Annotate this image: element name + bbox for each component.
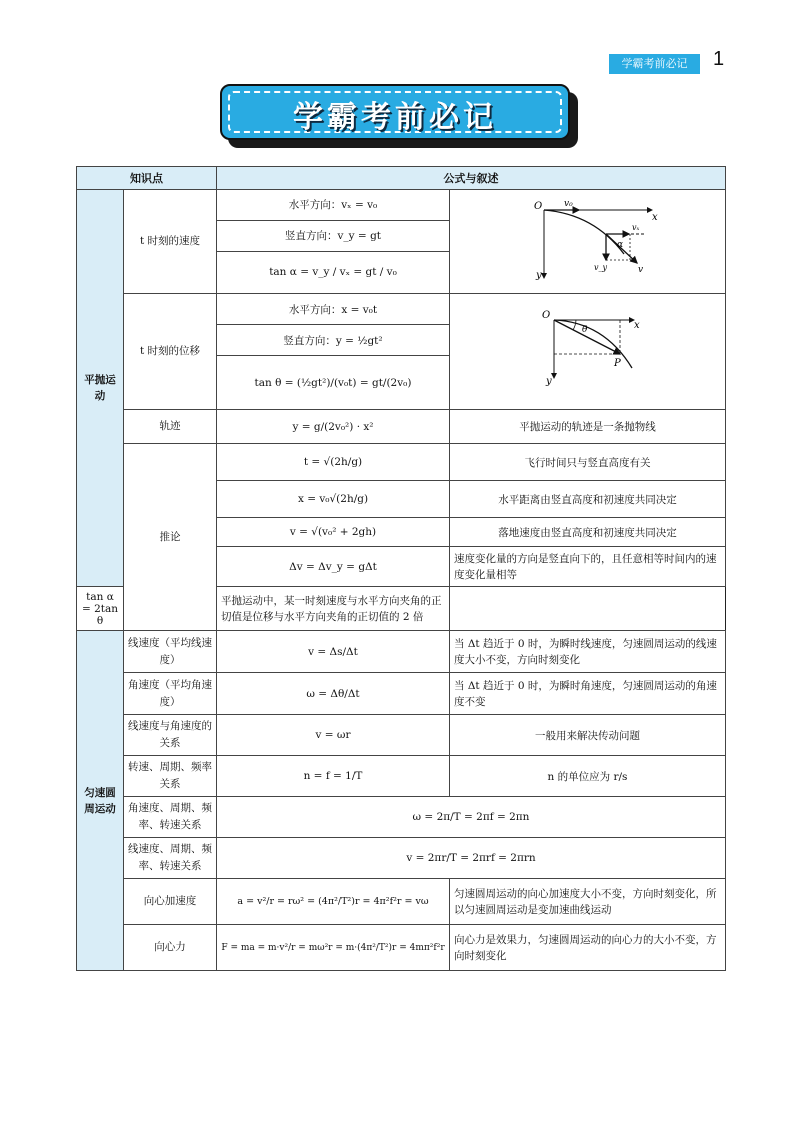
table-row <box>77 410 726 444</box>
label-angular-velocity: 角速度（平均角速度） <box>124 673 217 715</box>
formula-v-relation: v = 2πr/T = 2πrf = 2πrn <box>217 838 726 879</box>
fig1-label-alpha: α <box>617 240 624 250</box>
desc-trajectory: 平抛运动的轨迹是一条抛物线 <box>450 410 726 444</box>
desc-inference-2: 水平距离由竖直高度和初速度共同决定 <box>450 481 726 518</box>
category-circular: 匀速圆周运动 <box>77 631 124 971</box>
desc-inference-4: 速度变化量的方向是竖直向下的，且任意相等时间内的速度变化量相等 <box>450 547 726 587</box>
label-n-f-T: 转速、周期、频率关系 <box>124 756 217 797</box>
label-trajectory: 轨迹 <box>124 410 217 444</box>
label-centripetal-force: 向心力 <box>124 925 217 971</box>
table-row <box>77 838 726 879</box>
fig1-label-O: O <box>534 201 543 212</box>
header-tag: 学霸考前必记 <box>609 54 700 74</box>
table-row <box>77 797 726 838</box>
label-v-relation: 线速度、周期、频率、转速关系 <box>124 838 217 879</box>
fig2-label-O: O <box>542 310 551 321</box>
label-centripetal-accel: 向心加速度 <box>124 879 217 925</box>
page-number: 1 <box>713 48 725 70</box>
label-inference: 推论 <box>124 444 217 631</box>
desc-angular-velocity: 当 Δt 趋近于 0 时，为瞬时角速度，匀速圆周运动的角速度不变 <box>450 673 726 715</box>
formula-inference-3: v = √(v₀² + 2gh) <box>217 518 450 547</box>
label-velocity: t 时刻的速度 <box>124 190 217 294</box>
formula-x: 水平方向：x = v₀t <box>217 294 450 325</box>
table-row <box>77 756 726 797</box>
table-row <box>77 673 726 715</box>
table-row <box>77 190 726 221</box>
header-formula: 公式与叙述 <box>217 167 726 190</box>
fig2-label-y: y <box>546 376 552 387</box>
formula-vy: 竖直方向：v_y = gt <box>217 220 450 251</box>
formula-angular-velocity: ω = Δθ/Δt <box>217 673 450 715</box>
table-header-row <box>77 167 726 190</box>
fig1-label-y: y <box>536 270 542 281</box>
displacement-diagram <box>454 296 730 404</box>
label-omega-relation: 角速度、周期、频率、转速关系 <box>124 797 217 838</box>
header-knowledge: 知识点 <box>77 167 217 190</box>
formula-inference-5: tan α = 2tan θ <box>77 587 124 631</box>
formula-trajectory: y = g/(2v₀²) · x² <box>217 410 450 444</box>
table-row <box>77 925 726 971</box>
table-row <box>77 444 726 481</box>
desc-inference-3: 落地速度由竖直高度和初速度共同决定 <box>450 518 726 547</box>
formula-v-omega-relation: v = ωr <box>217 715 450 756</box>
formula-tan-alpha: tan α = v_y / vₓ = gt / v₀ <box>217 251 450 293</box>
formula-inference-4: Δv = Δv_y = gΔt <box>217 547 450 587</box>
fig1-label-vy: v_y <box>594 263 608 272</box>
fig2-label-x: x <box>634 320 640 331</box>
formula-n-f-T: n = f = 1/T <box>217 756 450 797</box>
table-row <box>77 879 726 925</box>
category-projectile: 平抛运动 <box>77 190 124 587</box>
title-banner <box>220 84 570 140</box>
desc-linear-velocity: 当 Δt 趋近于 0 时，为瞬时线速度，匀速圆周运动的线速度大小不变，方向时刻变化 <box>450 631 726 673</box>
desc-centripetal-force: 向心力是效果力，匀速圆周运动的向心力的大小不变，方向时刻变化 <box>450 925 726 971</box>
desc-centripetal-accel: 匀速圆周运动的向心加速度大小不变，方向时刻变化，所以匀速圆周运动是变加速曲线运动 <box>450 879 726 925</box>
desc-v-omega-relation: 一般用来解决传动问题 <box>450 715 726 756</box>
formula-y: 竖直方向：y = ½gt² <box>217 325 450 356</box>
fig1-label-vx: vₓ <box>632 223 640 232</box>
page-title: 学霸考前必记 <box>293 100 497 135</box>
fig2-label-P: P <box>614 358 621 369</box>
fig1-label-v: v <box>638 265 644 275</box>
table-row <box>77 294 726 325</box>
velocity-diagram <box>454 192 730 288</box>
fig1-label-v0: v₀ <box>564 199 573 209</box>
label-v-omega-relation: 线速度与角速度的关系 <box>124 715 217 756</box>
formula-centripetal-force: F = ma = m·v²/r = mω²r = m·(4π²/T²)r = 4mπ²f²r <box>217 925 450 971</box>
table-row <box>77 715 726 756</box>
desc-inference-5: 平抛运动中，某一时刻速度与水平方向夹角的正切值是位移与水平方向夹角的正切值的 2 倍 <box>217 587 450 631</box>
formula-centripetal-accel: a = v²/r = rω² = (4π²/T²)r = 4π²f²r = vω <box>217 879 450 925</box>
trajectory-curve <box>544 210 624 254</box>
velocity-figure-cell <box>450 190 726 294</box>
theta-arc <box>573 320 576 330</box>
formula-vx: 水平方向：vₓ = v₀ <box>217 190 450 221</box>
formula-table <box>76 166 726 971</box>
displacement-figure-cell <box>450 294 726 410</box>
label-linear-velocity: 线速度（平均线速度） <box>124 631 217 673</box>
formula-inference-2: x = v₀√(2h/g) <box>217 481 450 518</box>
formula-tan-theta: tan θ = (½gt²)/(v₀t) = gt/(2v₀) <box>217 356 450 410</box>
desc-inference-1: 飞行时间只与竖直高度有关 <box>450 444 726 481</box>
desc-n-f-T: n 的单位应为 r/s <box>450 756 726 797</box>
label-displacement: t 时刻的位移 <box>124 294 217 410</box>
formula-omega-relation: ω = 2π/T = 2πf = 2πn <box>217 797 726 838</box>
fig2-label-theta: θ <box>582 325 588 335</box>
formula-linear-velocity: v = Δs/Δt <box>217 631 450 673</box>
formula-inference-1: t = √(2h/g) <box>217 444 450 481</box>
table-row <box>77 631 726 673</box>
fig1-label-x: x <box>652 212 658 223</box>
